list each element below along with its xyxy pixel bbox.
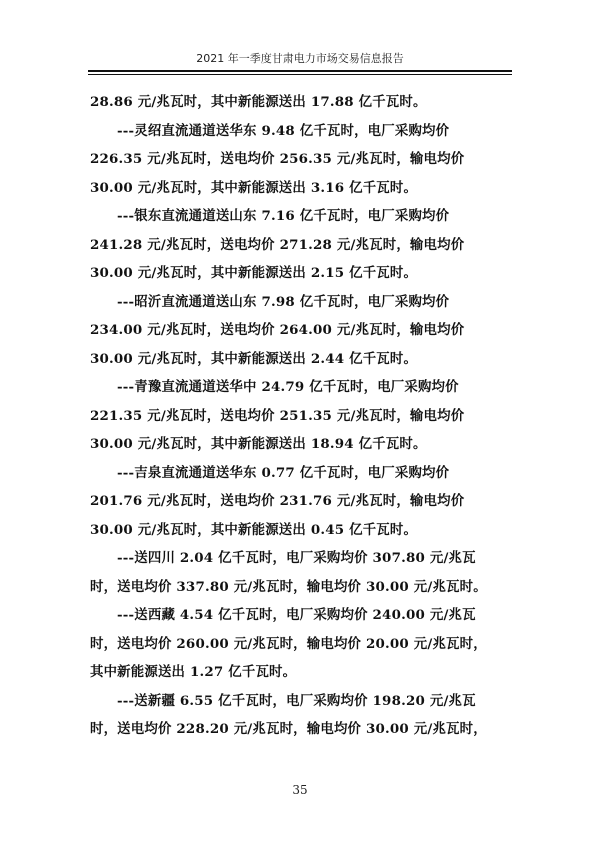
text-line: 226.35 元/兆瓦时，送电均价 256.35 元/兆瓦时，输电均价	[90, 151, 465, 167]
text-line: ---送新疆 6.55 亿千瓦时，电厂采购均价 198.20 元/兆瓦	[117, 692, 476, 709]
text-line: 30.00 元/兆瓦时，其中新能源送出 2.44 亿千瓦时。	[90, 350, 418, 367]
text-line: ---送四川 2.04 亿千瓦时，电厂采购均价 307.80 元/兆瓦	[117, 550, 476, 566]
text-line: ---灵绍直流通道送华东 9.48 亿千瓦时，电厂采购均价	[117, 122, 450, 139]
text-line: 201.76 元/兆瓦时，送电均价 231.76 元/兆瓦时，输电均价	[90, 493, 465, 509]
page-header-title: 2021 年一季度甘肃电力市场交易信息报告	[196, 52, 404, 65]
text-line: 时，送电均价 260.00 元/兆瓦时，输电均价 20.00 元/兆瓦时，	[90, 635, 487, 652]
text-line: 时，送电均价 228.20 元/兆瓦时，输电均价 30.00 元/兆瓦时，	[90, 721, 487, 737]
text-line: 30.00 元/兆瓦时，其中新能源送出 2.15 亿千瓦时。	[90, 265, 418, 281]
document-body	[90, 88, 520, 744]
text-line: 时，送电均价 337.80 元/兆瓦时，输电均价 30.00 元/兆瓦时。	[90, 578, 487, 595]
text-line: 241.28 元/兆瓦时，送电均价 271.28 元/兆瓦时，输电均价	[90, 236, 465, 253]
text-line: 30.00 元/兆瓦时，其中新能源送出 0.45 亿千瓦时。	[90, 521, 418, 538]
page-number: 35	[292, 783, 308, 797]
header-rule-thick	[88, 70, 512, 72]
text-line: 28.86 元/兆瓦时，其中新能源送出 17.88 亿千瓦时。	[90, 94, 427, 110]
text-line: ---昭沂直流通道送山东 7.98 亿千瓦时，电厂采购均价	[117, 293, 450, 310]
text-line: 其中新能源送出 1.27 亿千瓦时。	[90, 664, 297, 680]
text-line: ---青豫直流通道送华中 24.79 亿千瓦时，电厂采购均价	[117, 379, 459, 395]
text-line: 234.00 元/兆瓦时，送电均价 264.00 元/兆瓦时，输电均价	[90, 322, 465, 338]
text-line: 221.35 元/兆瓦时，送电均价 251.35 元/兆瓦时，输电均价	[90, 407, 465, 424]
text-line: ---银东直流通道送山东 7.16 亿千瓦时，电厂采购均价	[117, 208, 450, 224]
header-rule-thin	[88, 74, 512, 75]
text-line: 30.00 元/兆瓦时，其中新能源送出 18.94 亿千瓦时。	[90, 436, 427, 452]
text-line: ---送西藏 4.54 亿千瓦时，电厂采购均价 240.00 元/兆瓦	[117, 607, 476, 623]
text-line: ---吉泉直流通道送华东 0.77 亿千瓦时，电厂采购均价	[117, 464, 450, 481]
text-line: 30.00 元/兆瓦时，其中新能源送出 3.16 亿千瓦时。	[90, 179, 418, 196]
